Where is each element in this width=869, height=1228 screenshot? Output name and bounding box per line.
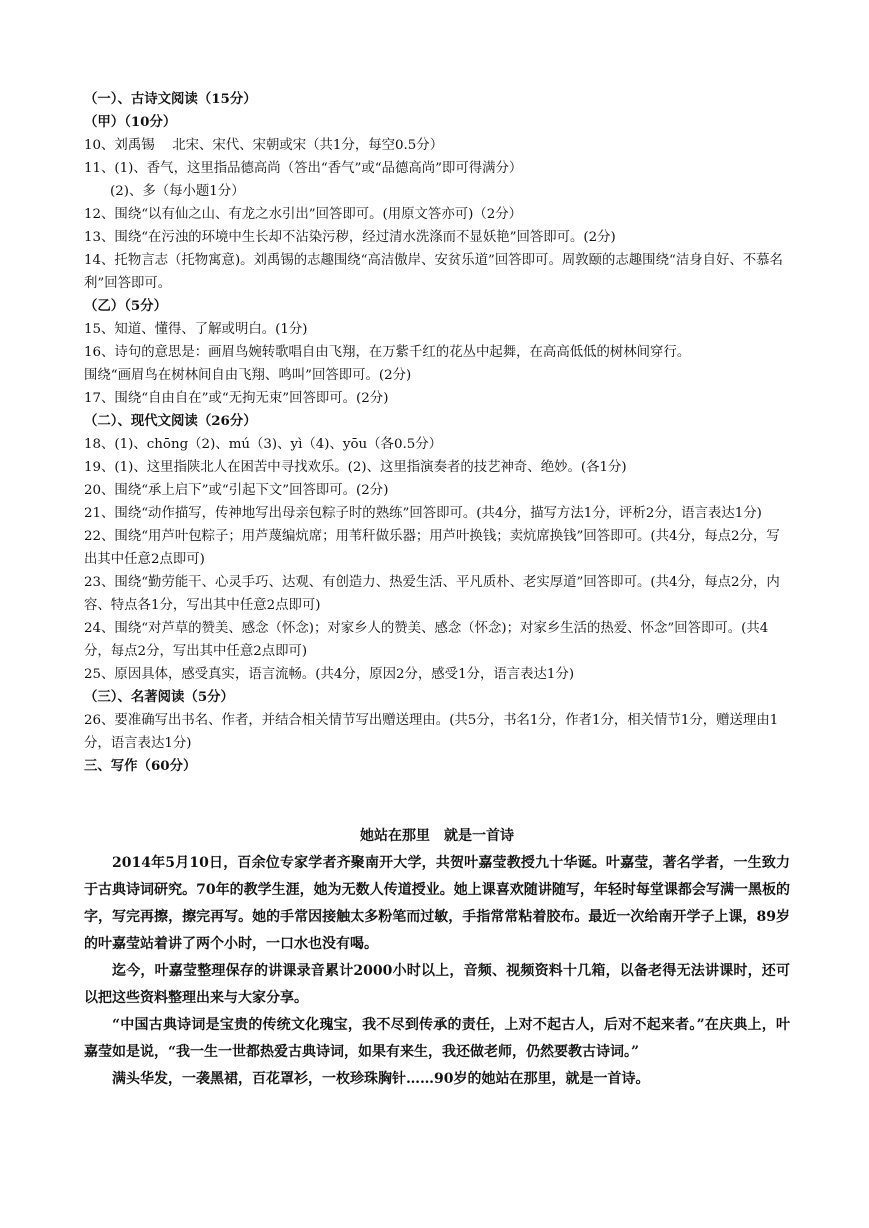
answer-q22: 22、围绕“用芦叶包粽子；用芦蔑编炕席；用苇秆做乐器；用芦叶换钱；卖炕席换钱”回答即可。(共4分，每点2分，写出其中任意2点即可) [84, 529, 780, 567]
essay-paragraph: 满头华发，一袭黑裙，百花罩衫，一枚珍珠胸针……90岁的她站在那里，就是一首诗。 [112, 1071, 650, 1087]
answer-key [84, 88, 790, 778]
answer-q16-part2: 围绕“画眉鸟在树林间自由飞翔、鸣叫”回答即可。(2分) [84, 368, 412, 383]
answer-q21: 21、围绕“动作描写，传神地写出母亲包粽子时的熟练”回答即可。(共4分，描写方法1分，评析2分，语言表达1分) [84, 506, 762, 521]
answer-q11-part2: (2)、多（每小题1分） [110, 184, 245, 199]
answer-q10: 10、刘禹锡 北宋、宋代、宋朝或宋（共1分，每空0.5分） [84, 138, 444, 153]
answer-q20: 20、围绕“承上启下”或“引起下文”回答即可。(2分) [84, 483, 389, 498]
section-heading-classics: （三）、名著阅读（5分） [84, 689, 234, 705]
sample-essay [84, 824, 790, 1093]
answer-q26: 26、要准确写出书名、作者，并结合相关情节写出赠送理由。(共5分，书名1分，作者1分，相关情节1分，赠送理由1分，语言表达1分) [84, 713, 779, 751]
answer-q24: 24、围绕“对芦草的赞美、感念（怀念)；对家乡人的赞美、感念（怀念)；对家乡生活的热爱、怀念”回答即可。(共4分，每点2分，写出其中任意2点即可) [84, 621, 769, 659]
section-heading-modern: （二）、现代文阅读（26分） [84, 413, 257, 429]
essay-title: 她站在那里 就是一首诗 [360, 828, 514, 844]
subsection-heading-jia: （甲）（10分） [84, 114, 177, 130]
answer-q12: 12、围绕“以有仙之山、有龙之水引出”回答即可。(用原文答亦可)（2分） [84, 207, 523, 222]
essay-paragraph: “中国古典诗词是宝贵的传统文化瑰宝，我不尽到传承的责任，上对不起古人，后对不起来者。”在庆典上，叶嘉莹如是说，“我一生一世都热爱古典诗词，如果有来生，我还做老师，仍然要教古诗词。” [84, 1017, 790, 1060]
section-heading-writing: 三、写作（60分） [84, 758, 197, 774]
answer-q15: 15、知道、懂得、了解或明白。(1分) [84, 322, 308, 337]
answer-q18: 18、(1)、chōng（2)、mú（3)、yì（4)、yōu（各0.5分） [84, 437, 443, 452]
answer-q23: 23、围绕“勤劳能干、心灵手巧、达观、有创造力、热爱生活、平凡质朴、老实厚道”回答即可。(共4分，每点2分，内容、特点各1分，写出其中任意2点即可) [84, 575, 780, 613]
answer-q16-part1: 16、诗句的意思是：画眉鸟婉转歌唱自由飞翔，在万紫千红的花丛中起舞，在高高低低的树林间穿行。 [84, 345, 691, 360]
answer-q19: 19、(1)、这里指陕北人在困苦中寻找欢乐。(2)、这里指演奏者的技艺神奇、绝妙。(各1分) [84, 460, 627, 475]
answer-q13: 13、围绕“在污浊的环境中生长却不沾染污秽，经过清水洗涤而不显妖艳”回答即可。(2分) [84, 230, 616, 245]
subsection-heading-yi: （乙）（5分） [84, 298, 167, 314]
essay-paragraph: 2014年5月10日，百余位专家学者齐聚南开大学，共贺叶嘉莹教授九十华诞。叶嘉莹，著名学者，一生致力于古典诗词研究。70年的教学生涯，她为无数人传道授业。她上课喜欢随讲随写，年轻时每堂课都会写满一黑板的字，写完再擦，擦完再写。她的手常因接触太多粉笔而过敏，手指常常粘着胶布。最近一次给南开学子上课，89岁的叶嘉莹站着讲了两个小时，一口水也没有喝。 [84, 855, 790, 952]
section-heading-classical: （一）、古诗文阅读（15分） [84, 91, 257, 107]
answer-q11-part1: 11、(1)、香气，这里指品德高尚（答出“香气”或“品德高尚”即可得满分） [84, 161, 523, 176]
answer-q14: 14、托物言志（托物寓意)。刘禹锡的志趣围绕“高洁傲岸、安贫乐道”回答即可。周敦颐的志趣围绕“洁身自好、不慕名利”回答即可。 [84, 253, 783, 291]
answer-q17: 17、围绕“自由自在”或“无拘无束”回答即可。(2分) [84, 391, 389, 406]
essay-paragraph: 迄今，叶嘉莹整理保存的讲课录音累计2000小时以上，音频、视频资料十几箱，以备老得无法讲课时，还可以把这些资料整理出来与大家分享。 [84, 963, 790, 1006]
answer-q25: 25、原因具体，感受真实，语言流畅。(共4分，原因2分，感受1分，语言表达1分) [84, 667, 575, 682]
